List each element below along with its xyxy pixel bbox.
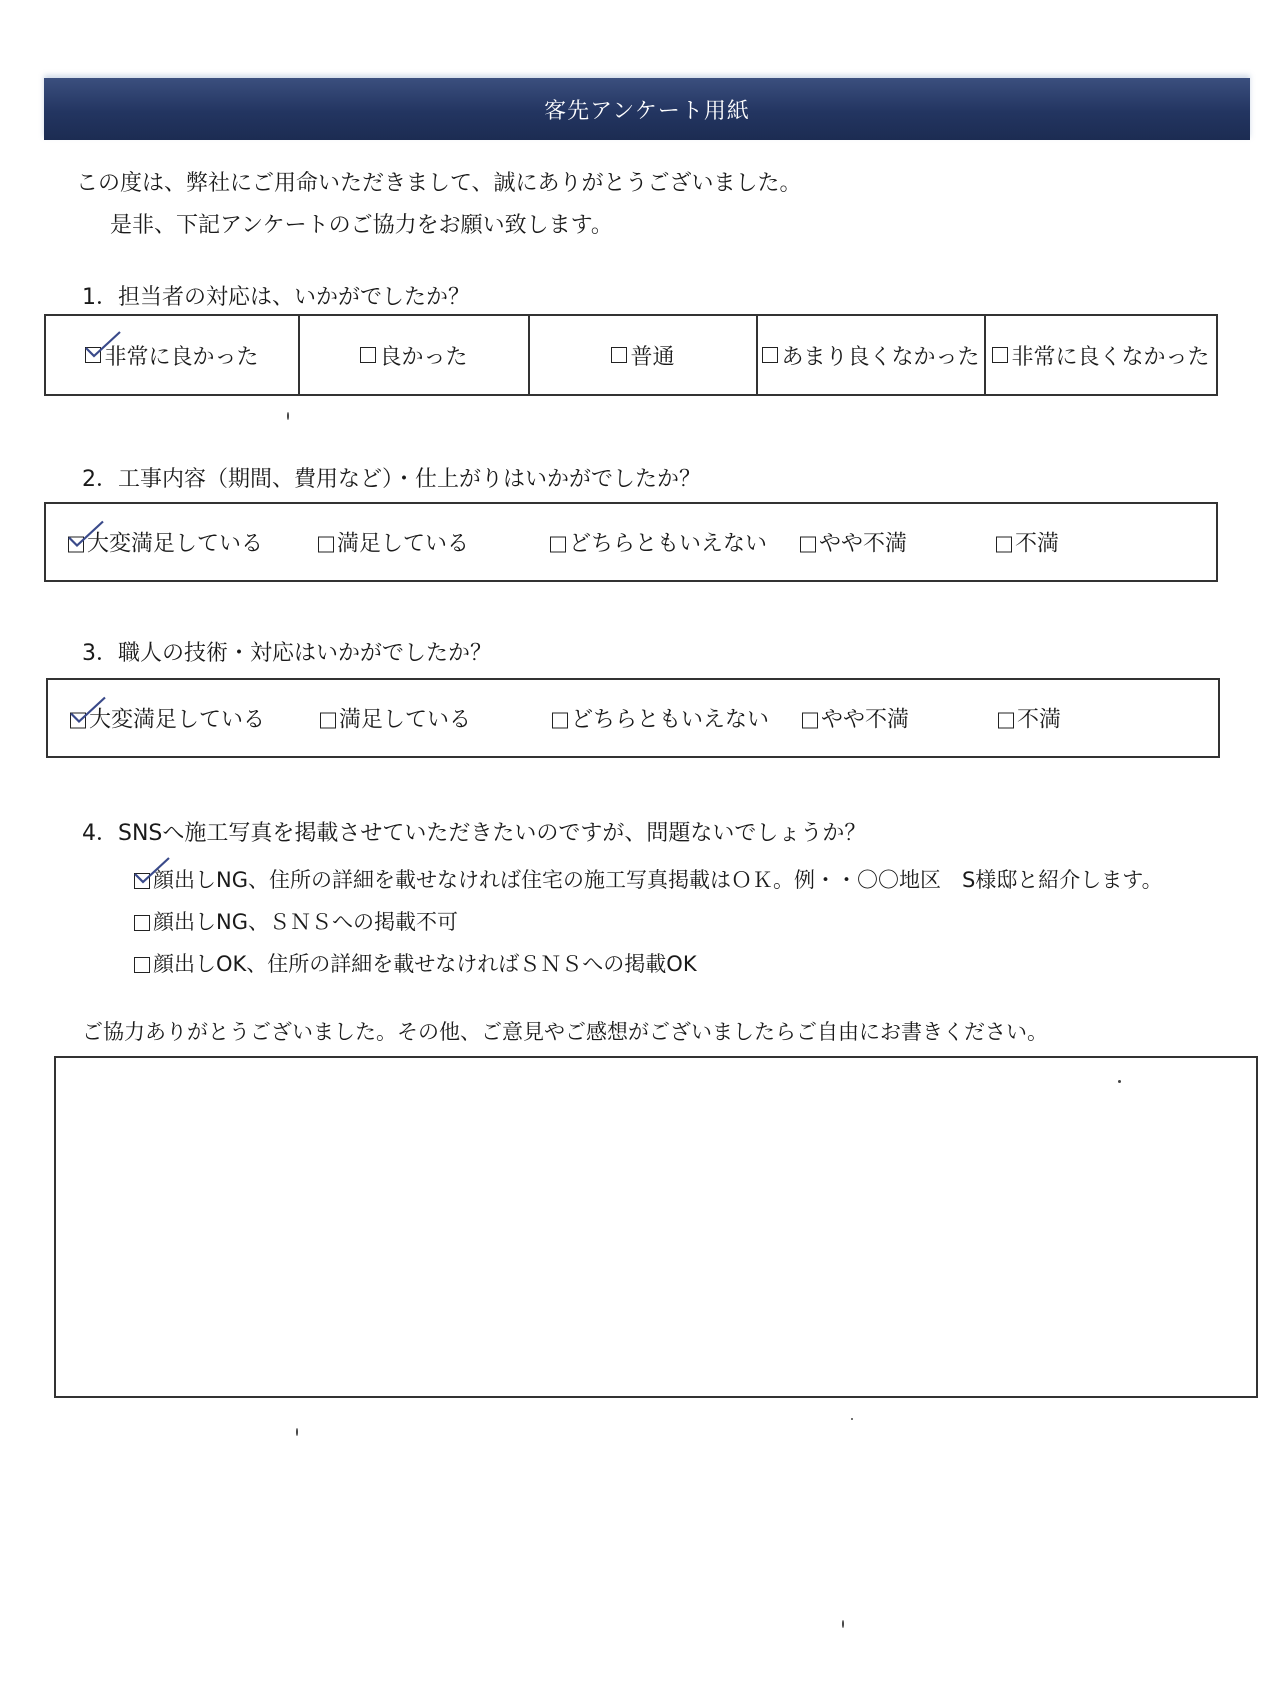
- checkbox[interactable]: [992, 347, 1008, 363]
- q3-option-1[interactable]: [70, 703, 265, 734]
- checkbox[interactable]: [320, 713, 336, 729]
- checkbox[interactable]: [996, 537, 1012, 553]
- q4-option-1[interactable]: [134, 864, 1163, 894]
- q2-option-1[interactable]: [68, 527, 263, 558]
- q3-option-4-label: やや不満: [821, 707, 910, 733]
- q3-option-2-label: 満足している: [339, 707, 472, 733]
- checkbox[interactable]: [802, 713, 818, 729]
- checkbox[interactable]: [998, 713, 1014, 729]
- scan-speck: [851, 1418, 853, 1420]
- question-2-options: [44, 502, 1218, 582]
- q4-option-3[interactable]: [134, 948, 697, 978]
- scan-speck: [296, 1428, 298, 1436]
- q3-option-4[interactable]: [802, 703, 909, 734]
- question-1-title: 1．担当者の対応は、いかがでしたか？: [82, 285, 470, 310]
- q2-option-4[interactable]: [800, 527, 907, 558]
- checkbox[interactable]: [134, 957, 150, 973]
- checkbox[interactable]: [800, 537, 816, 553]
- comment-textarea[interactable]: [54, 1056, 1258, 1398]
- q2-option-3[interactable]: [550, 527, 767, 558]
- q1-option-1[interactable]: [46, 316, 300, 394]
- q2-option-2[interactable]: [318, 527, 469, 558]
- q1-option-3-label: 普通: [630, 344, 675, 370]
- q3-option-3-label: どちらともいえない: [571, 707, 770, 733]
- checkbox-checked[interactable]: [70, 713, 86, 729]
- q1-option-2[interactable]: [300, 316, 530, 394]
- checkbox[interactable]: [550, 537, 566, 553]
- checkbox[interactable]: [762, 347, 778, 363]
- q1-option-1-label: 非常に良かった: [104, 344, 259, 370]
- checkbox[interactable]: [318, 537, 334, 553]
- checkbox[interactable]: [360, 347, 376, 363]
- question-2-title: 2．工事内容（期間、費用など）・仕上がりはいかがでしたか？: [82, 467, 701, 492]
- question-3-options: [46, 678, 1220, 758]
- q3-option-1-label: 大変満足している: [89, 707, 266, 733]
- q4-option-3-label: 顔出しOK、住所の詳細を載せなければＳＮＳへの掲載OK: [153, 952, 697, 976]
- scan-speck: [842, 1620, 844, 1628]
- q1-option-5-label: 非常に良くなかった: [1011, 344, 1210, 370]
- q3-option-3[interactable]: [552, 703, 769, 734]
- checkbox-checked[interactable]: [134, 873, 150, 889]
- q1-option-5[interactable]: [986, 316, 1216, 394]
- q2-option-4-label: やや不満: [819, 531, 908, 557]
- q4-option-2-label: 顔出しNG、ＳＮＳへの掲載不可: [153, 910, 458, 934]
- q2-option-3-label: どちらともいえない: [569, 531, 768, 557]
- checkbox[interactable]: [611, 347, 627, 363]
- q3-option-5-label: 不満: [1017, 707, 1062, 733]
- q2-option-5[interactable]: [996, 527, 1059, 558]
- checkbox-checked[interactable]: [68, 537, 84, 553]
- checkbox[interactable]: [134, 915, 150, 931]
- question-4-title: 4．SNSへ施工写真を掲載させていただきたいのですが、問題ないでしょうか？: [82, 821, 867, 846]
- q3-option-5[interactable]: [998, 703, 1061, 734]
- scan-speck: [287, 412, 289, 420]
- checkbox-checked[interactable]: [85, 347, 101, 363]
- q1-option-2-label: 良かった: [379, 344, 468, 370]
- q2-option-1-label: 大変満足している: [87, 531, 264, 557]
- header-bar: [44, 78, 1250, 140]
- page-title: 客先アンケート用紙: [544, 98, 750, 124]
- q2-option-2-label: 満足している: [337, 531, 470, 557]
- q3-option-2[interactable]: [320, 703, 471, 734]
- intro-line-1: この度は、弊社にご用命いただきまして、誠にありがとうございました。: [76, 171, 802, 196]
- q1-option-3[interactable]: [530, 316, 758, 394]
- q4-option-1-label: 顔出しNG、住所の詳細を載せなければ住宅の施工写真掲載はＯＫ。例・・〇〇地区 S様邸と紹介します。: [153, 868, 1163, 892]
- question-1-options: [44, 314, 1218, 396]
- intro-line-2: 是非、下記アンケートのご協力をお願い致します。: [110, 213, 613, 238]
- scan-speck: [1118, 1080, 1121, 1083]
- q2-option-5-label: 不満: [1015, 531, 1060, 557]
- q1-option-4-label: あまり良くなかった: [781, 344, 980, 370]
- q4-option-2[interactable]: [134, 906, 458, 936]
- checkbox[interactable]: [552, 713, 568, 729]
- closing-message: ご協力ありがとうございました。その他、ご意見やご感想がございましたらご自由にお書きください。: [82, 1020, 1048, 1044]
- q1-option-4[interactable]: [758, 316, 986, 394]
- question-3-title: 3．職人の技術・対応はいかがでしたか？: [82, 641, 492, 666]
